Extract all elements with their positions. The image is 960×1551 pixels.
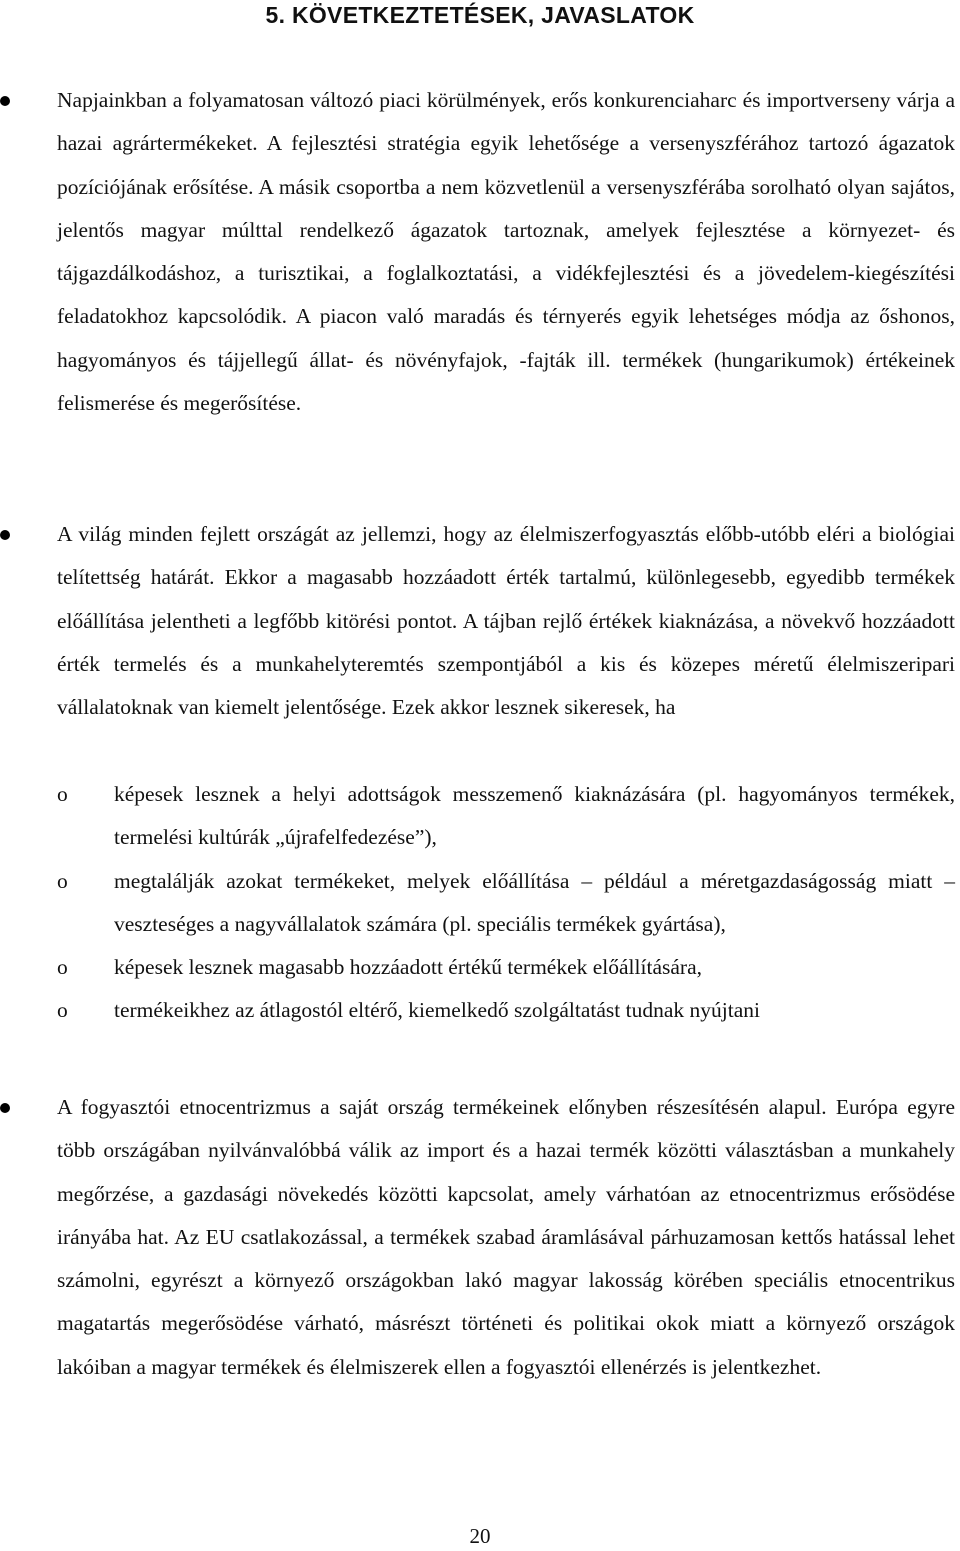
sub-list-marker: o [57,782,68,806]
page-heading: 5. KÖVETKEZTETÉSEK, JAVASLATOK [265,2,695,28]
sub-list-item-text: megtalálják azokat termékeket, melyek előállítása – például a méretgazdaságosság miatt – veszteséges a nagyvállalatok számára (pl. speciális termékek gyártása), [114,868,955,936]
bullet-marker [0,530,10,540]
bullet-marker [0,96,10,106]
paragraph-bullet-1: Napjainkban a folyamatosan változó piaci körülmények, erős konkurenciaharc és importverseny várja a hazai agrártermékeket. A fejlesztési stratégia egyik lehetősége a versenyszférához tartozó ágazatok pozíciójának erősítése. A másik csoportba a nem közvetlenül a versenyszférába sorolható olyan sajátos, jelentős magyar múlttal rendelkező ágazatok tartoznak, amelyek fejlesztése a környezet- és tájgazdálkodáshoz, a turisztikai, a foglalkoztatási, a vidékfejlesztési és a jövedelem-kiegészítési feladatokhoz kapcsolódik. A piacon való maradás és térnyerés egyik lehetséges módja az őshonos, hagyományos és tájjellegű állat- és növényfajok, -fajták ill. termékek (hungarikumok) értékeinek felismerése és megerősítése. [57,88,955,416]
sub-list-item-text: képesek lesznek a helyi adottságok messzemenő kiaknázására (pl. hagyományos termékek, termelési kultúrák „újrafelfedezése”), [114,782,955,850]
bullet-marker [0,1103,10,1113]
sub-list-item [57,946,955,989]
sub-list [57,773,955,1033]
sub-list-marker: o [57,955,68,980]
sub-list-marker: o [57,868,68,893]
page-number: 20 [469,1524,491,1548]
sub-list-item [57,989,955,1032]
sub-list-item-text: képesek lesznek magasabb hozzáadott értékű termékek előállítására, [114,955,702,980]
sub-list-item-text: termékeikhez az átlagostól eltérő, kiemelkedő szolgáltatást tudnak nyújtani [114,998,760,1023]
sub-list-item [57,773,955,860]
paragraph-bullet-3: A fogyasztói etnocentrizmus a saját ország termékeinek előnyben részesítésén alapul. Európa egyre több országában nyilvánvalóbbá válik az import és a hazai termék közötti választásban a munkahely megőrzése, a gazdasági növekedés közötti kapcsolat, amely várhatóan az etnocentrizmus erősödése irányába hat. Az EU csatlakozással, a termékek szabad áramlásával párhuzamosan kettős hatással lehet számolni, egyrészt a környező országokban lakó magyar lakosság körében speciális etnocentrikus magatartás megerősödése várható, másrészt történeti és politikai okok miatt a környező országok lakóiban a magyar termékek és élelmiszerek ellen a fogyasztói ellenérzés is jelentkezhet. [57,1095,955,1379]
sub-list-marker: o [57,998,68,1023]
sub-list-item [57,860,955,947]
paragraph-bullet-2: A világ minden fejlett országát az jellemzi, hogy az élelmiszerfogyasztás előbb-utóbb eléri a biológiai telítettség határát. Ekkor a magasabb hozzáadott érték tartalmú, különlegesebb, egyedibb termékek előállítása jelentheti a legfőbb kitörési pontot. A tájban rejlő értékek kiaknázása, a növekvő hozzáadott érték termelés és a munkahelyteremtés szempontjából a kis és közepes méretű élelmiszeripari vállalatoknak van kiemelt jelentősége. Ezek akkor lesznek sikeresek, ha [57,522,955,720]
